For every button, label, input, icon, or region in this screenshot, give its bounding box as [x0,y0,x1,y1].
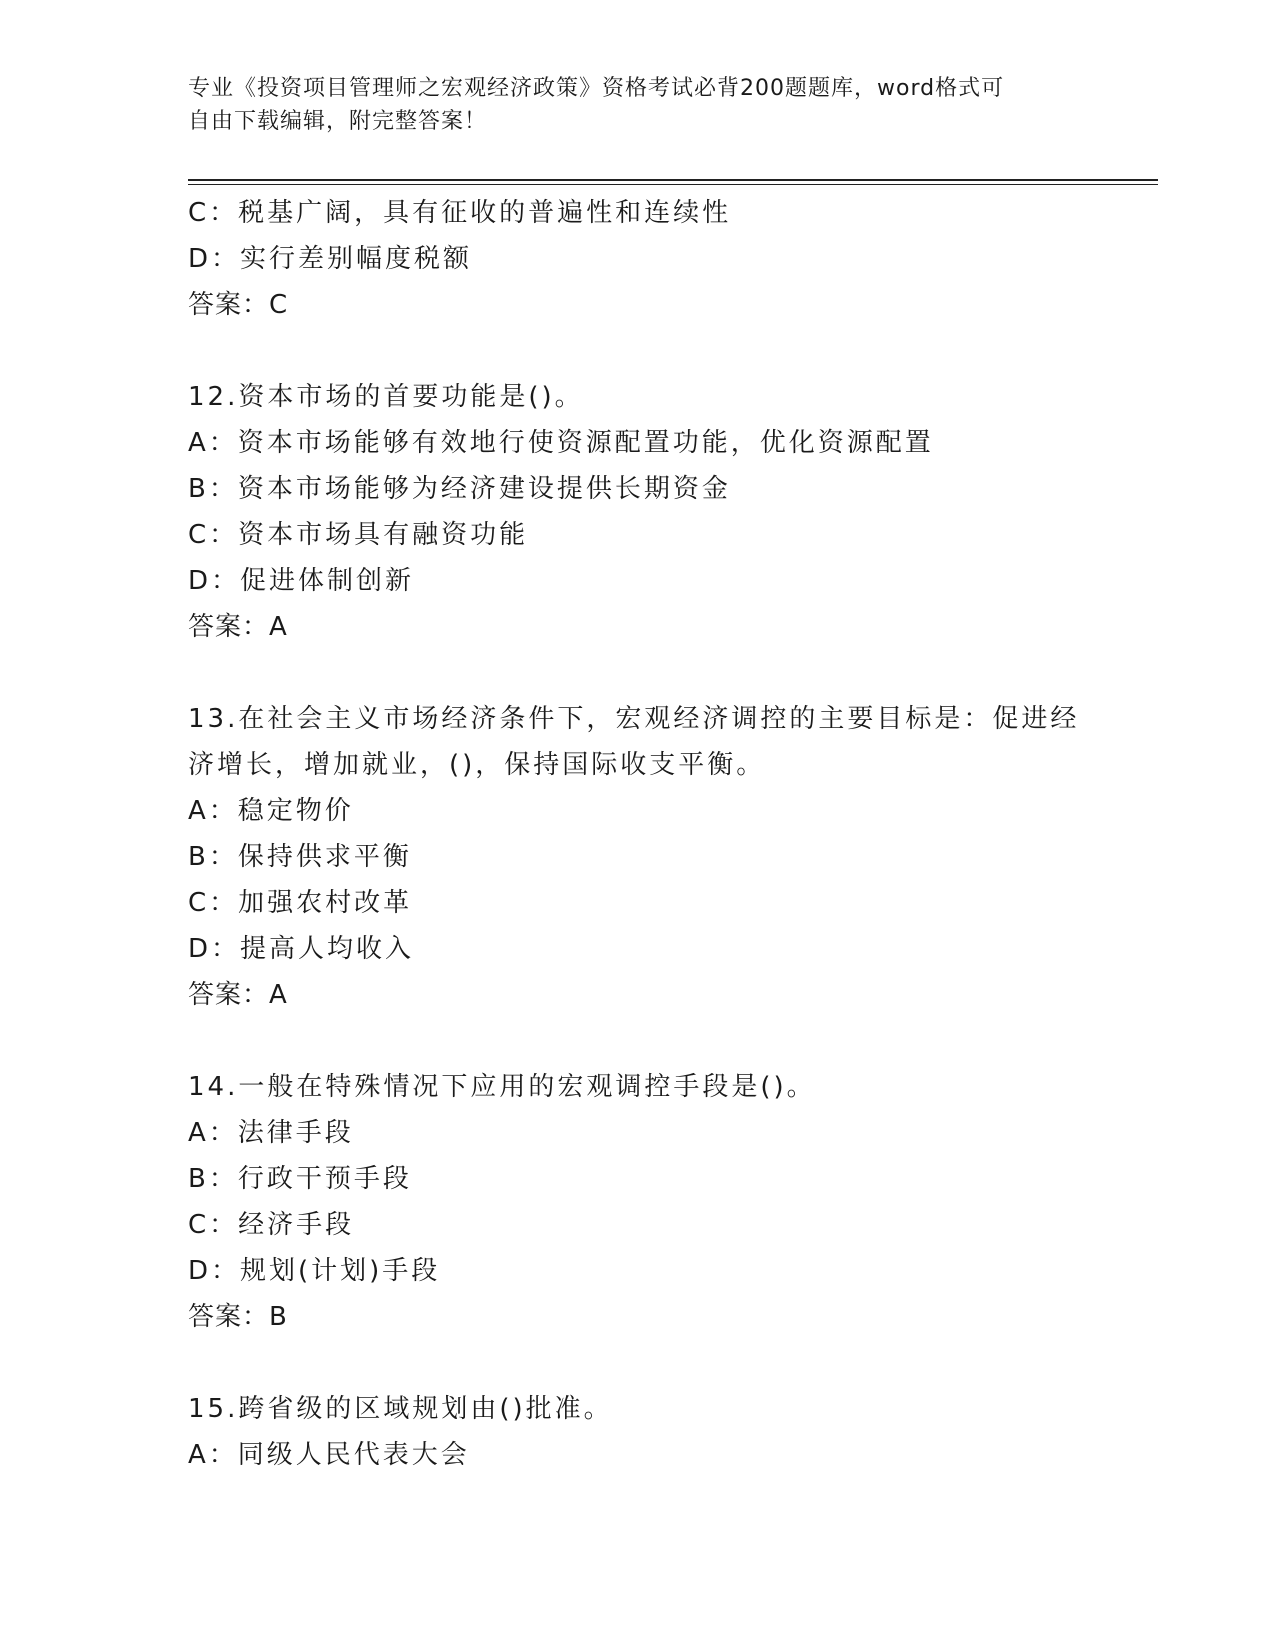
spacer [188,328,1088,374]
option-c: C：经济手段 [188,1210,355,1240]
option-b: B：行政干预手段 [188,1164,412,1194]
option-c: C：加强农村改革 [188,888,413,918]
option-b: B：保持供求平衡 [188,842,412,872]
option-d: D：规划(计划)手段 [188,1256,441,1286]
option-b: B：资本市场能够为经济建设提供长期资金 [188,474,731,504]
question-list [188,190,1088,1478]
answer: 答案：B [188,1302,288,1332]
question-13 [188,696,1088,1018]
document-header [188,72,1068,138]
question-stem: 15.跨省级的区域规划由()批准。 [188,1394,613,1424]
header-line-2: 自由下载编辑，附完整答案！ [188,109,488,134]
question-15 [188,1386,1088,1478]
spacer [188,1340,1088,1386]
question-stem: 12.资本市场的首要功能是()。 [188,382,584,412]
option-a: A：同级人民代表大会 [188,1440,470,1470]
question-12 [188,374,1088,650]
question-14 [188,1064,1088,1340]
option-d: D：促进体制创新 [188,566,415,596]
question-stem: 14.一般在特殊情况下应用的宏观调控手段是()。 [188,1072,816,1102]
question-11-tail [188,190,1088,328]
question-stem-line-2: 济增长，增加就业，()，保持国际收支平衡。 [188,750,766,780]
header-divider-thin [188,184,1158,185]
spacer [188,1018,1088,1064]
option-a: A：资本市场能够有效地行使资源配置功能，优化资源配置 [188,428,934,458]
option-a: A：稳定物价 [188,796,354,826]
option-c: C：资本市场具有融资功能 [188,520,529,550]
option-a: A：法律手段 [188,1118,354,1148]
option-c: C：税基广阔，具有征收的普遍性和连续性 [188,198,732,228]
answer: 答案：C [188,290,289,320]
option-d: D：实行差别幅度税额 [188,244,473,274]
option-d: D：提高人均收入 [188,934,415,964]
spacer [188,650,1088,696]
header-line-1: 专业《投资项目管理师之宏观经济政策》资格考试必背200题题库，word格式可 [188,76,1005,101]
header-divider-thick [188,179,1158,181]
question-stem-line-1: 13.在社会主义市场经济条件下，宏观经济调控的主要目标是：促进经 [188,704,1080,734]
answer: 答案：A [188,612,288,642]
answer: 答案：A [188,980,288,1010]
